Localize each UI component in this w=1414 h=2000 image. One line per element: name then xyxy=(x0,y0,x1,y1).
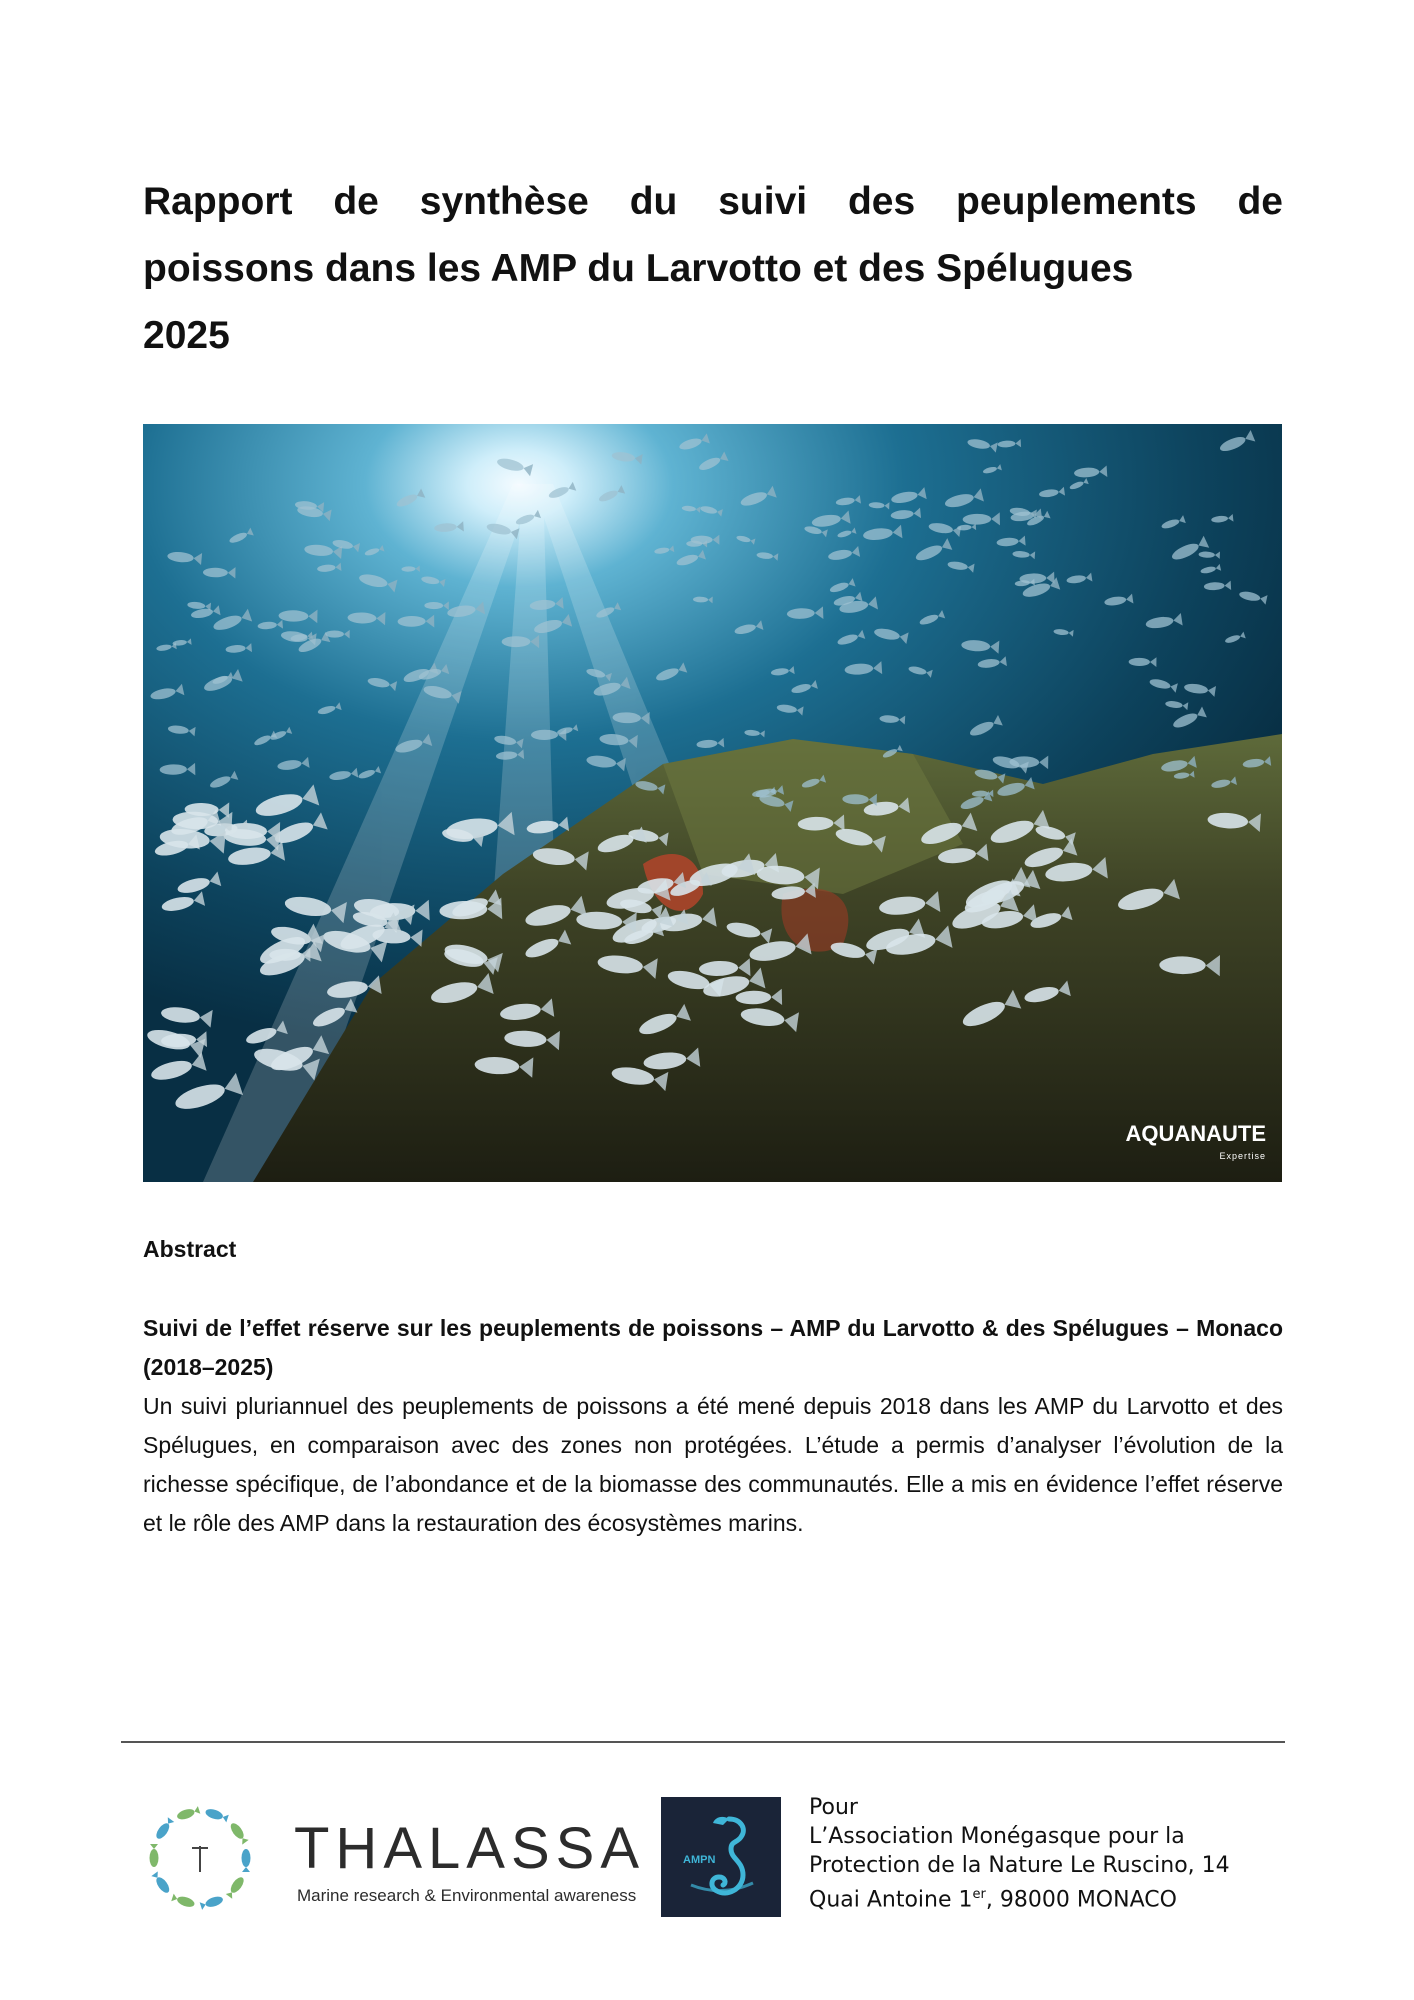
watermark-subtext: Expertise xyxy=(1219,1151,1266,1161)
title-line-3: 2025 xyxy=(143,314,230,357)
recipient-address xyxy=(809,1793,1230,1914)
abstract-body: Un suivi pluriannuel des peuplements de poissons a été mené depuis 2018 dans les AMP du Larvotto et des Spélugues, en comparaison avec des zones non protégées. L’étude a permis d’analyser l’évolution de la richesse spécifique, de l’abondance et de la biomasse des communautés. Elle a mis en évidence l’effet réserve et le rôle des AMP dans la restauration des écosystèmes marins. xyxy=(143,1393,1283,1536)
title-line-2: poissons dans les AMP du Larvotto et des Spélugues xyxy=(143,247,1134,290)
address-line-4-prefix: Quai Antoine 1 xyxy=(809,1887,973,1913)
thalassa-fish-ring-logo xyxy=(140,1796,260,1920)
abstract-heading: Abstract xyxy=(143,1236,237,1262)
small-fish-icon xyxy=(150,1844,159,1867)
ampn-logo xyxy=(661,1797,781,1917)
fish-ring-icon xyxy=(140,1796,260,1920)
address-line-2: L’Association Monégasque pour la xyxy=(809,1824,1185,1849)
cover-photo xyxy=(143,424,1282,1182)
ampn-label: AMPN xyxy=(683,1854,716,1866)
address-line-1: Pour xyxy=(809,1795,858,1820)
title-line-1: Rapport de synthèse du suivi des peuplements de xyxy=(143,180,1283,223)
small-fish-icon xyxy=(171,1893,196,1909)
address-line-3: Protection de la Nature Le Ruscino, 14 xyxy=(809,1853,1230,1878)
small-fish-icon xyxy=(204,1807,229,1823)
footer-divider xyxy=(121,1741,1285,1743)
small-fish-icon xyxy=(242,1849,251,1872)
address-line-4-sup: er xyxy=(972,1887,986,1902)
watermark-text: AQUANAUTE xyxy=(1125,1121,1266,1146)
aquanaute-watermark xyxy=(1125,1121,1266,1166)
small-fish-icon xyxy=(176,1806,201,1822)
small-fish-icon xyxy=(151,1871,172,1895)
small-fish-icon xyxy=(228,1821,249,1845)
thalassa-wordmark: THALASSA xyxy=(294,1816,645,1881)
abstract-section xyxy=(143,1309,1283,1543)
abstract-subtitle: Suivi de l’effet réserve sur les peuplements de poissons – AMP du Larvotto & des Spélugues – Monaco (2018–2025) xyxy=(143,1315,1283,1380)
address-line-4-suffix: , 98000 MONACO xyxy=(985,1887,1177,1913)
small-fish-icon xyxy=(225,1875,246,1899)
report-title xyxy=(143,168,1283,369)
address-line-4 xyxy=(809,1880,1230,1914)
thalassa-tagline: Marine research & Environmental awareness xyxy=(297,1886,637,1905)
small-fish-icon xyxy=(200,1895,225,1911)
underwater-fish-school-image xyxy=(143,424,1282,1182)
seahorse-icon xyxy=(661,1797,781,1917)
small-fish-icon xyxy=(154,1817,175,1841)
